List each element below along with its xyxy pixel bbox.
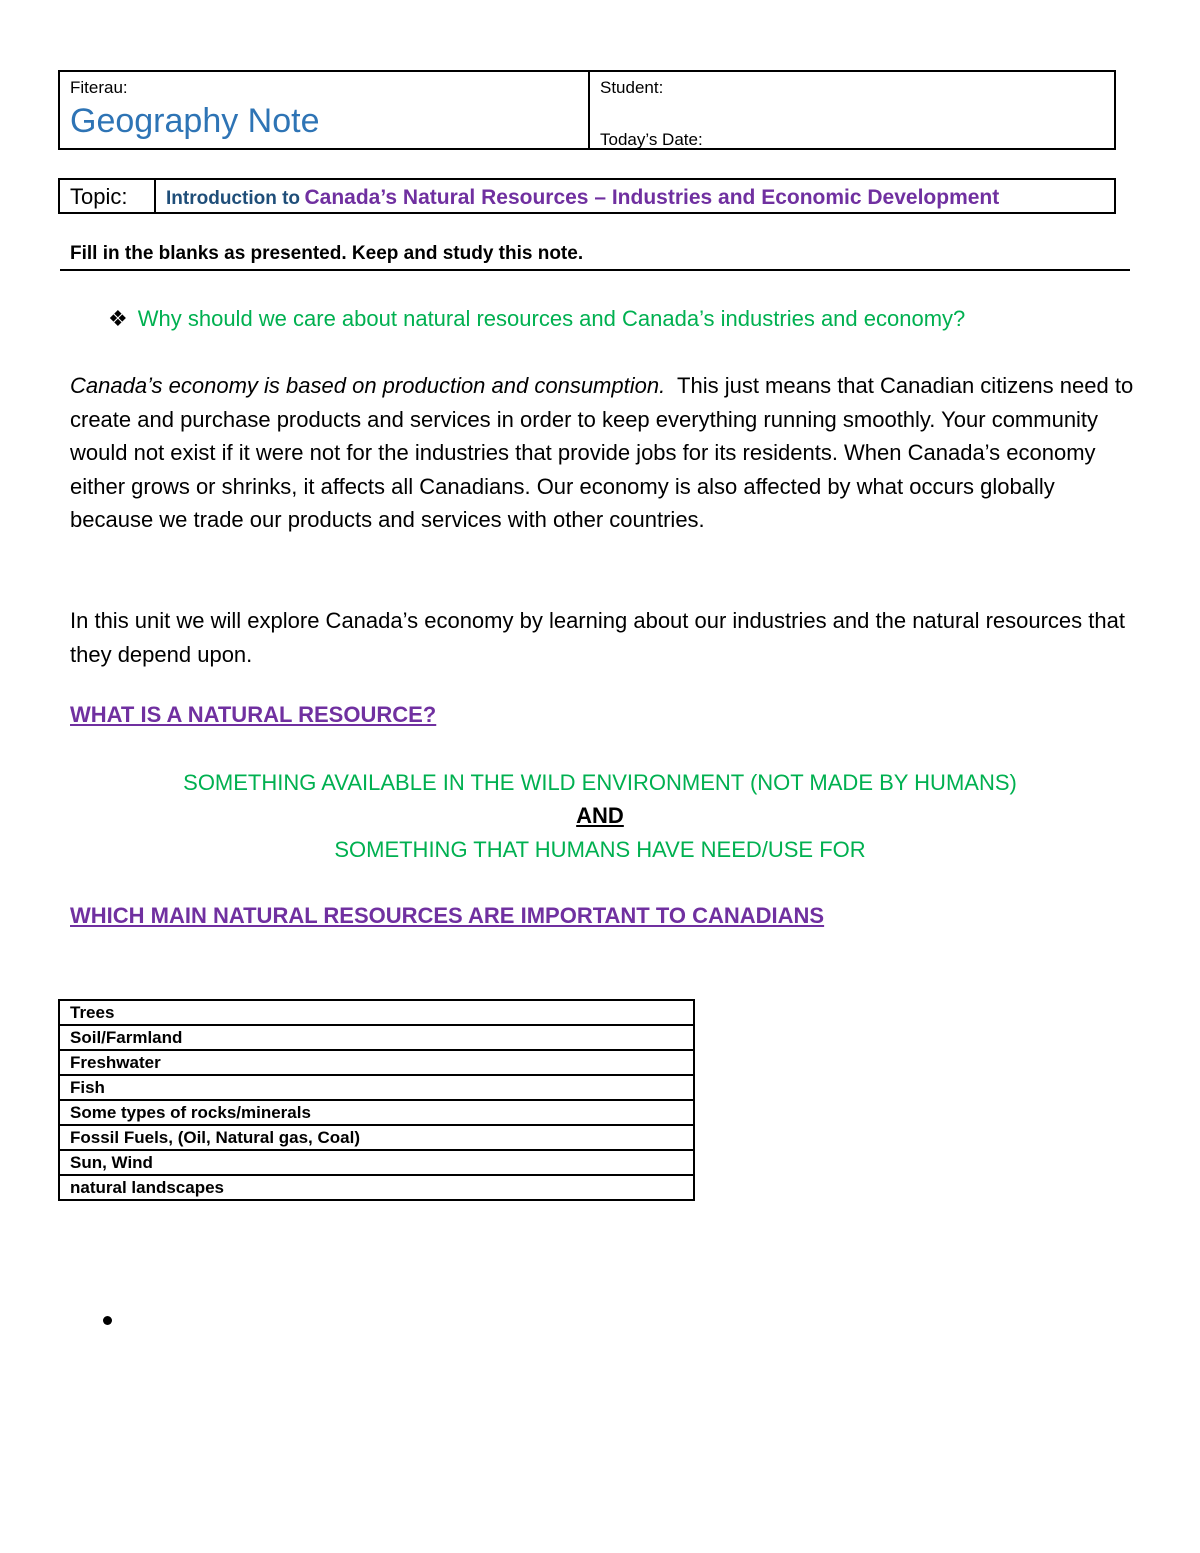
- definition-connector: AND: [576, 803, 624, 828]
- topic-label: Topic:: [60, 180, 156, 212]
- definition-line-1: SOMETHING AVAILABLE IN THE WILD ENVIRONMENT (NOT MADE BY HUMANS): [183, 770, 1017, 795]
- topic-text: [156, 180, 1009, 212]
- topic-main: Canada’s Natural Resources – Industries and Economic Development: [304, 186, 1000, 209]
- topic-box: [58, 178, 1116, 214]
- header-right-cell: [590, 72, 1114, 148]
- table-row: [59, 1125, 694, 1150]
- heading-what-is: WHAT IS A NATURAL RESOURCE?: [70, 702, 437, 727]
- table-row: [59, 1025, 694, 1050]
- heading-which-resources: WHICH MAIN NATURAL RESOURCES ARE IMPORTANT TO CANADIANS: [70, 903, 825, 928]
- table-row: [59, 1100, 694, 1125]
- paragraph-italic: Canada’s economy is based on production and consumption.: [70, 373, 666, 398]
- resources-table: [58, 999, 695, 1201]
- table-row: [59, 1150, 694, 1175]
- question-text: Why should we care about natural resources and Canada’s industries and economy?: [137, 306, 966, 331]
- definition-line-2: SOMETHING THAT HUMANS HAVE NEED/USE FOR: [334, 837, 866, 862]
- resource-cell: Fossil Fuels, (Oil, Natural gas, Coal): [59, 1125, 694, 1150]
- table-row: [59, 1000, 694, 1025]
- resource-cell: Sun, Wind: [59, 1150, 694, 1175]
- paragraph-body: This just means that Canadian citizens need to create and purchase products and services in order to keep everything running smoothly. Your community would not exist if it were not for the industries that provide jobs for its residents. When Canada’s economy either grows or shrinks, it affects all Canadians. Our economy is also affected by what occurs globally because we trade our products and services with other countries.: [70, 373, 1134, 533]
- table-row: [59, 1075, 694, 1100]
- page-title: Geography Note: [70, 102, 320, 140]
- resource-cell: Freshwater: [59, 1050, 694, 1075]
- bullet-dot: [103, 1316, 112, 1325]
- guiding-question: [108, 306, 965, 332]
- header-left-cell: [60, 72, 590, 148]
- paragraph-unit: In this unit we will explore Canada’s economy by learning about our industries and the natural resources that they depend upon.: [70, 608, 1125, 667]
- resource-cell: Fish: [59, 1075, 694, 1100]
- resource-cell: natural landscapes: [59, 1175, 694, 1200]
- school-label: Fiterau:: [70, 78, 128, 97]
- divider: [60, 269, 1130, 271]
- table-row: [59, 1175, 694, 1200]
- resource-cell: Trees: [59, 1000, 694, 1025]
- header-box: [58, 70, 1116, 150]
- student-label: Student:: [600, 78, 664, 97]
- date-label: Today’s Date:: [600, 130, 703, 149]
- table-row: [59, 1050, 694, 1075]
- diamond-bullet-icon: ❖: [108, 306, 128, 331]
- resource-cell: Soil/Farmland: [59, 1025, 694, 1050]
- topic-intro: Introduction to: [166, 188, 301, 209]
- paragraph-economy: [70, 369, 1140, 537]
- resource-cell: Some types of rocks/minerals: [59, 1100, 694, 1125]
- instructions: Fill in the blanks as presented. Keep and study this note.: [70, 243, 584, 264]
